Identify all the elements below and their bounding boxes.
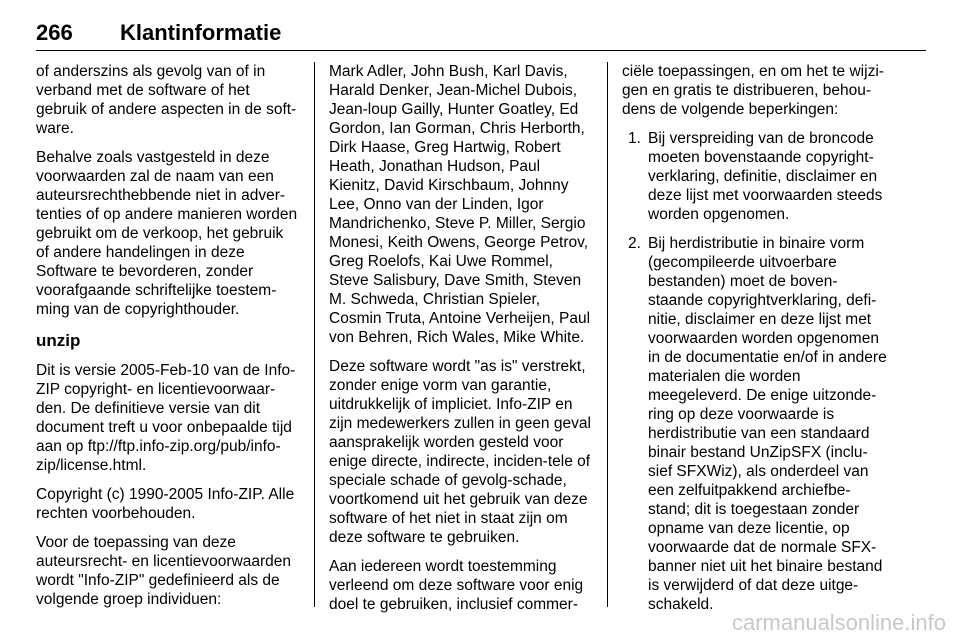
paragraph: ciële toepassingen, en om het te wijzi-gen en gratis te distribueren, behou-dens de volgende beperkingen: — [622, 63, 884, 118]
paragraph: Deze software wordt "as is" verstrekt, zonder enige vorm van garantie, uitdrukkelijk of impliciet. Info-ZIP en zijn medewerkers zullen in geen geval aansprakelijk worden gesteld voor enige directe, indirecte, inciden-tele of speciale schade of gevolg-schade, voortkomend uit het gebruik van deze software of het niet in staat zijn om deze software te gebruiken. — [329, 358, 591, 546]
list-item — [622, 234, 890, 614]
paragraph: of anderszins als gevolg van of in verband met de software of het gebruik of andere aspecten in de soft-ware. — [36, 63, 297, 137]
column-divider — [607, 62, 608, 607]
page-number: 266 — [36, 20, 73, 45]
paragraph: Behalve zoals vastgesteld in deze voorwaarden zal de naam van een auteursrechthebbende niet in adver-tenties of op andere manieren worden gebruikt om de verkoop, het gebruik of andere handelingen in deze Software te bevorderen, zonder voorafgaande schriftelijke toestem-ming van de copyrighthouder. — [36, 149, 298, 318]
column-2 — [329, 62, 591, 624]
page-header — [36, 10, 926, 51]
column-divider — [314, 62, 315, 607]
paragraph: Dit is versie 2005-Feb-10 van de Info-ZIP copyright- en licentievoorwaar-den. De definitieve versie van dit document treft u voor onbepaalde tijd aan op ftp://ftp.info-zip.org/pub/info-zip/license.html. — [36, 362, 296, 474]
paragraph: Copyright (c) 1990-2005 Info-ZIP. Alle rechten voorbehouden. — [36, 486, 295, 522]
list-item — [622, 129, 890, 224]
column-3 — [622, 62, 890, 624]
list-item-number: 2. — [628, 235, 641, 252]
numbered-list — [622, 129, 890, 614]
list-item-text: Bij herdistributie in binaire vorm (gecompileerde uitvoerbare bestanden) moet de boven-staande copyrightverklaring, defi-nitie, disclaimer en deze lijst met voorwaarden worden opgenomen in de documentatie en/of in andere materialen die worden meegeleverd. De enige uitzonde-ring op deze voorwaarde is herdistributie van een standaard binair bestand UnZipSFX (inclu-sief SFXWiz), als onderdeel van een zelfuitpakkend archiefbe-stand; dit is toegestaan zonder opname van deze licentie, op voorwaarde dat de normale SFX-banner niet uit het binaire bestand is verwijderd of dat deze uitge-schakeld. — [648, 235, 887, 613]
paragraph: Voor de toepassing van deze auteursrecht- en licentievoorwaarden wordt "Info-ZIP" gedefinieerd als de volgende groep individuen: — [36, 534, 292, 608]
paragraph: Aan iedereen wordt toestemming verleend om deze software voor enig doel te gebruiken, inclusief commer- — [329, 558, 584, 613]
watermark: carmanualsonline.info — [731, 610, 946, 635]
paragraph: Mark Adler, John Bush, Karl Davis, Harald Denker, Jean-Michel Dubois, Jean-loup Gailly, Hunter Goatley, Ed Gordon, Ian Gorman, Chris Herborth, Dirk Haase, Greg Hartwig, Robert Heath, Jonathan Hudson, Paul Kienitz, David Kirschbaum, Johnny Lee, Onno van der Linden, Igor Mandrichenko, Steve P. Miller, Sergio Monesi, Keith Owens, George Petrov, Greg Roelofs, Kai Uwe Rommel, Steve Salisbury, Dave Smith, Steven M. Schweda, Christian Spieler, Cosmin Truta, Antoine Verheijen, Paul von Behren, Rich Wales, Mike White. — [329, 63, 591, 346]
section-heading-unzip: unzip — [36, 331, 81, 350]
section-title: Klantinformatie — [120, 20, 282, 45]
list-item-text: Bij verspreiding van de broncode moeten bovenstaande copyright-verklaring, definitie, disclaimer en deze lijst met voorwaarden steeds worden opgenomen. — [648, 130, 883, 223]
list-item-number: 1. — [628, 130, 641, 147]
column-1 — [36, 62, 298, 619]
